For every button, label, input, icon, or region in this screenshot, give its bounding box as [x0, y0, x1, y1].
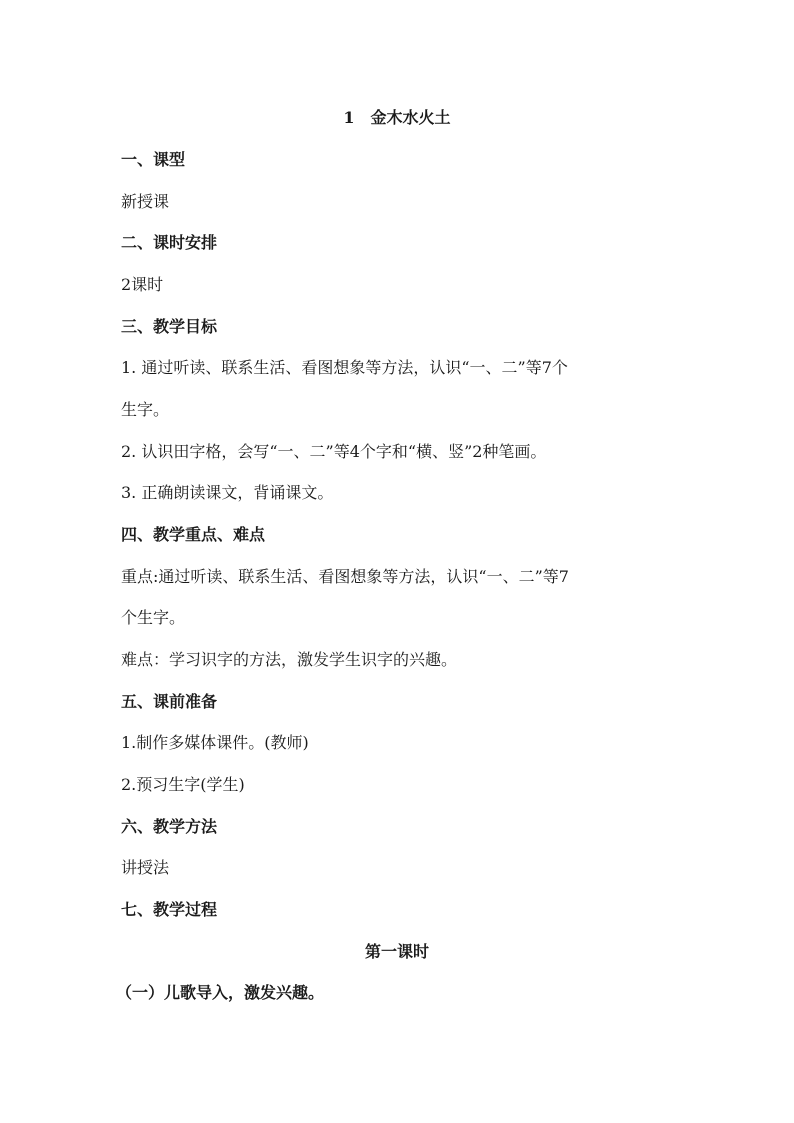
- section-heading-preparation: 五、课前准备: [121, 692, 218, 711]
- lesson-heading: 第一课时: [364, 942, 429, 961]
- difficulty-text: 难点：学习识字的方法，激发学生识字的兴趣。: [121, 650, 458, 669]
- section-heading-process: 七、教学过程: [121, 900, 218, 919]
- section-heading-key-points: 四、教学重点、难点: [121, 525, 266, 544]
- section-heading-objectives: 三、教学目标: [121, 317, 218, 336]
- objective-item-2: 2. 认识田字格，会写“一、二”等4个字和“横、竖”2种笔画。: [121, 442, 547, 461]
- preparation-item-1: 1.制作多媒体课件。(教师): [121, 733, 309, 752]
- document-title: 1 金木水火土: [343, 108, 451, 127]
- section-heading-lesson-type: 一、课型: [121, 150, 186, 169]
- objective-item-3: 3. 正确朗读课文，背诵课文。: [121, 483, 334, 502]
- methods-text: 讲授法: [121, 858, 170, 877]
- schedule-text: 2课时: [121, 275, 164, 294]
- preparation-item-2: 2.预习生字(学生): [121, 775, 245, 794]
- objective-item-1-line-1: 1. 通过听读、联系生活、看图想象等方法，认识“一、二”等7个: [121, 358, 568, 377]
- section-heading-schedule: 二、课时安排: [121, 233, 218, 252]
- lesson-type-text: 新授课: [121, 192, 170, 211]
- objective-item-1-line-2: 生字。: [121, 400, 170, 419]
- key-point-line-1: 重点:通过听读、联系生活、看图想象等方法，认识“一、二”等7: [121, 567, 569, 586]
- step-1-heading: （一）儿歌导入，激发兴趣。: [116, 983, 325, 1002]
- section-heading-methods: 六、教学方法: [121, 817, 218, 836]
- key-point-line-2: 个生字。: [121, 608, 186, 627]
